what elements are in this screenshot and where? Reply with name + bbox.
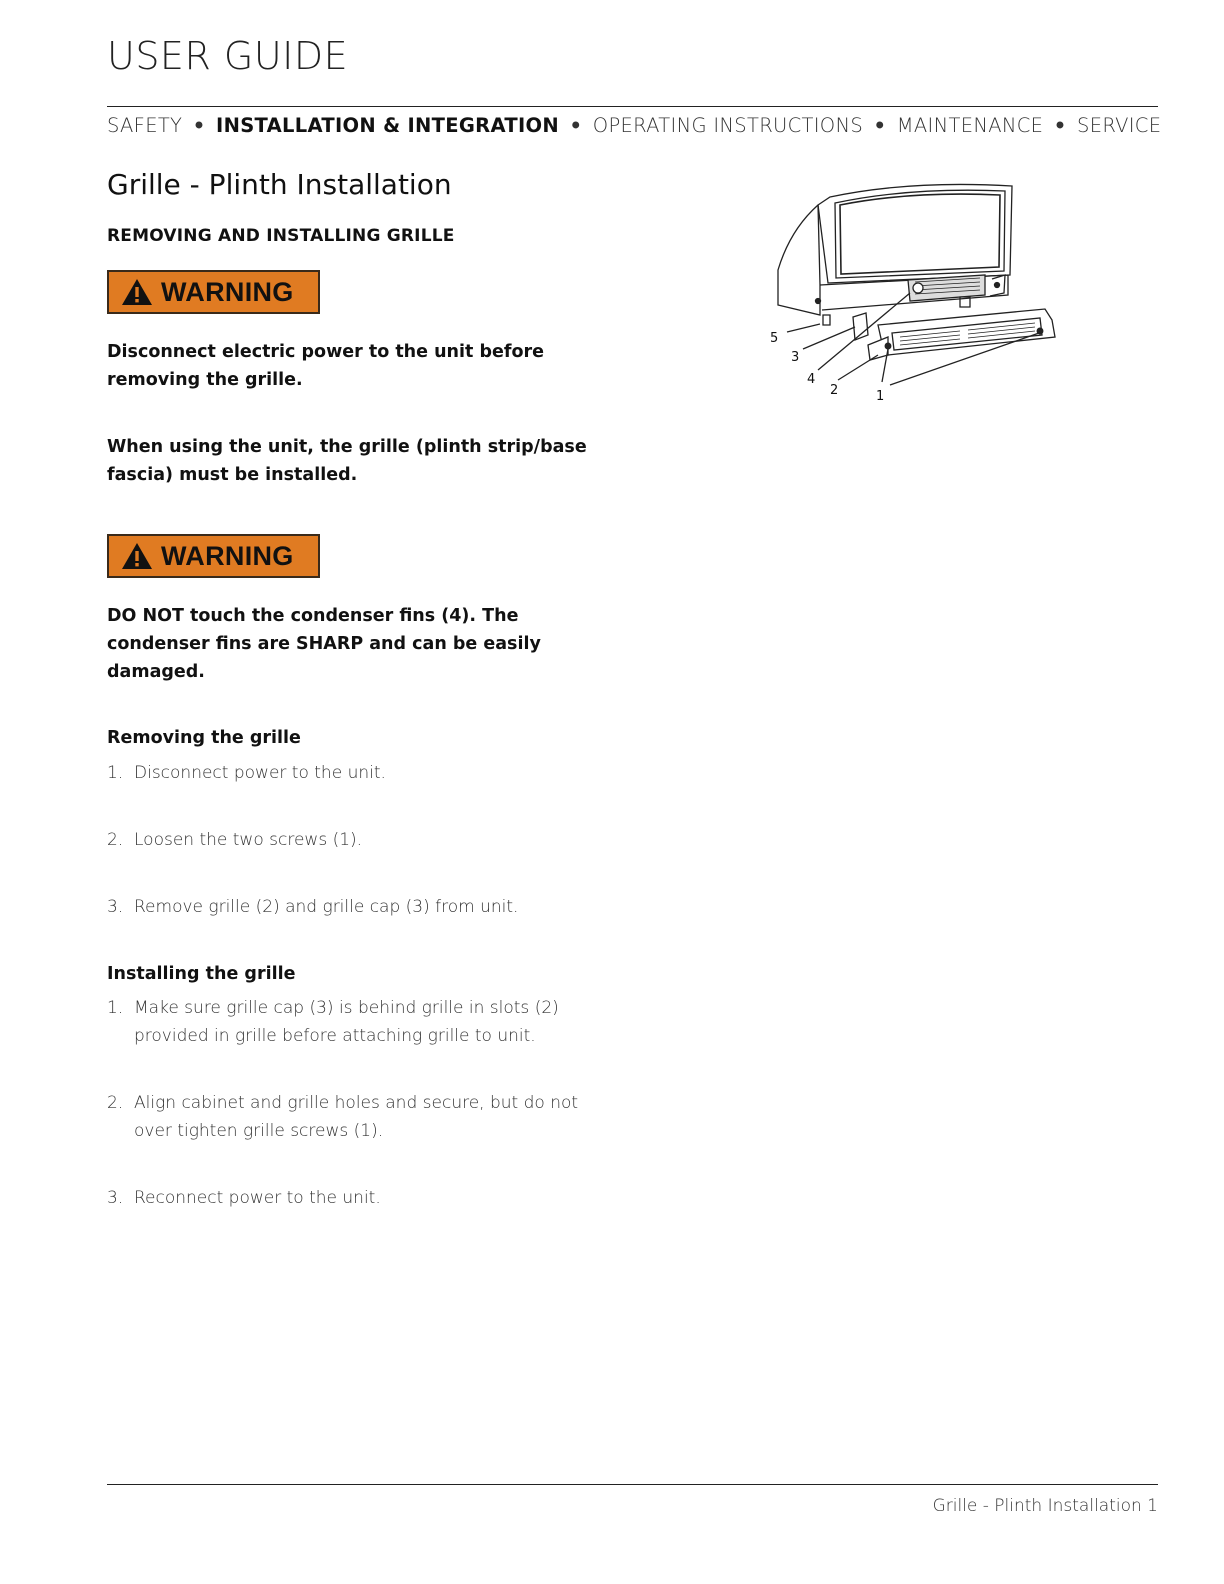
list-item xyxy=(107,1089,607,1145)
breadcrumb xyxy=(107,114,1162,137)
breadcrumb-separator: • xyxy=(192,114,206,137)
grille-installation-diagram xyxy=(760,175,1070,410)
warning-triangle-icon xyxy=(121,542,153,570)
step-number: 3. xyxy=(107,1188,124,1208)
removing-title: Removing the grille xyxy=(107,728,301,748)
warning-note: When using the unit, the grille (plinth strip/base fascia) must be installed. xyxy=(107,437,587,485)
breadcrumb-separator: • xyxy=(569,114,583,137)
installing-title: Installing the grille xyxy=(107,964,296,984)
breadcrumb-separator: • xyxy=(873,114,887,137)
breadcrumb-service[interactable]: SERVICE xyxy=(1077,114,1162,137)
step-text: Loosen the two screws (1). xyxy=(134,830,363,850)
step-text: Reconnect power to the unit. xyxy=(134,1188,381,1208)
section-subheading: REMOVING AND INSTALLING GRILLE xyxy=(107,226,455,246)
callout-label: 4 xyxy=(807,372,816,387)
breadcrumb-maintenance[interactable]: MAINTENANCE xyxy=(896,114,1044,137)
step-text: Remove grille (2) and grille cap (3) from unit. xyxy=(134,897,519,917)
warning-label: WARNING xyxy=(161,540,294,571)
breadcrumb-separator: • xyxy=(1053,114,1067,137)
callout-label: 3 xyxy=(791,350,800,365)
page-footer: Grille - Plinth Installation 1 xyxy=(932,1496,1158,1516)
warning-label: WARNING xyxy=(161,276,294,307)
footer-rule xyxy=(107,1484,1158,1485)
step-number: 3. xyxy=(107,897,124,917)
warning-triangle-icon xyxy=(121,278,153,306)
list-item xyxy=(107,893,607,921)
step-number: 1. xyxy=(107,763,124,783)
warning-text: DO NOT touch the condenser fins (4). The condenser fins are SHARP and can be easily damaged. xyxy=(107,606,541,682)
breadcrumb-operating[interactable]: OPERATING INSTRUCTIONS xyxy=(592,114,864,137)
warning-banner xyxy=(107,534,320,578)
step-number: 1. xyxy=(107,998,124,1018)
list-item xyxy=(107,1184,607,1212)
step-text: Disconnect power to the unit. xyxy=(134,763,386,783)
warning-text: Disconnect electric power to the unit before removing the grille. xyxy=(107,342,545,390)
list-item xyxy=(107,826,607,854)
list-item xyxy=(107,759,607,787)
step-text: Align cabinet and grille holes and secure, but do not over tighten grille screws (1). xyxy=(134,1093,579,1141)
step-text: Make sure grille cap (3) is behind grille in slots (2) provided in grille before attaching grille to unit. xyxy=(134,998,559,1046)
list-item xyxy=(107,994,607,1050)
callout-label: 1 xyxy=(876,389,885,404)
warning-banner xyxy=(107,270,320,314)
step-number: 2. xyxy=(107,830,124,850)
section-title: Grille - Plinth Installation xyxy=(107,168,452,201)
breadcrumb-safety[interactable]: SAFETY xyxy=(107,114,183,137)
header-rule xyxy=(107,106,1158,107)
callout-label: 2 xyxy=(830,383,839,398)
step-number: 2. xyxy=(107,1093,124,1113)
doc-title: USER GUIDE xyxy=(107,34,349,78)
callout-label: 5 xyxy=(770,331,779,346)
breadcrumb-installation[interactable]: INSTALLATION & INTEGRATION xyxy=(216,114,560,137)
